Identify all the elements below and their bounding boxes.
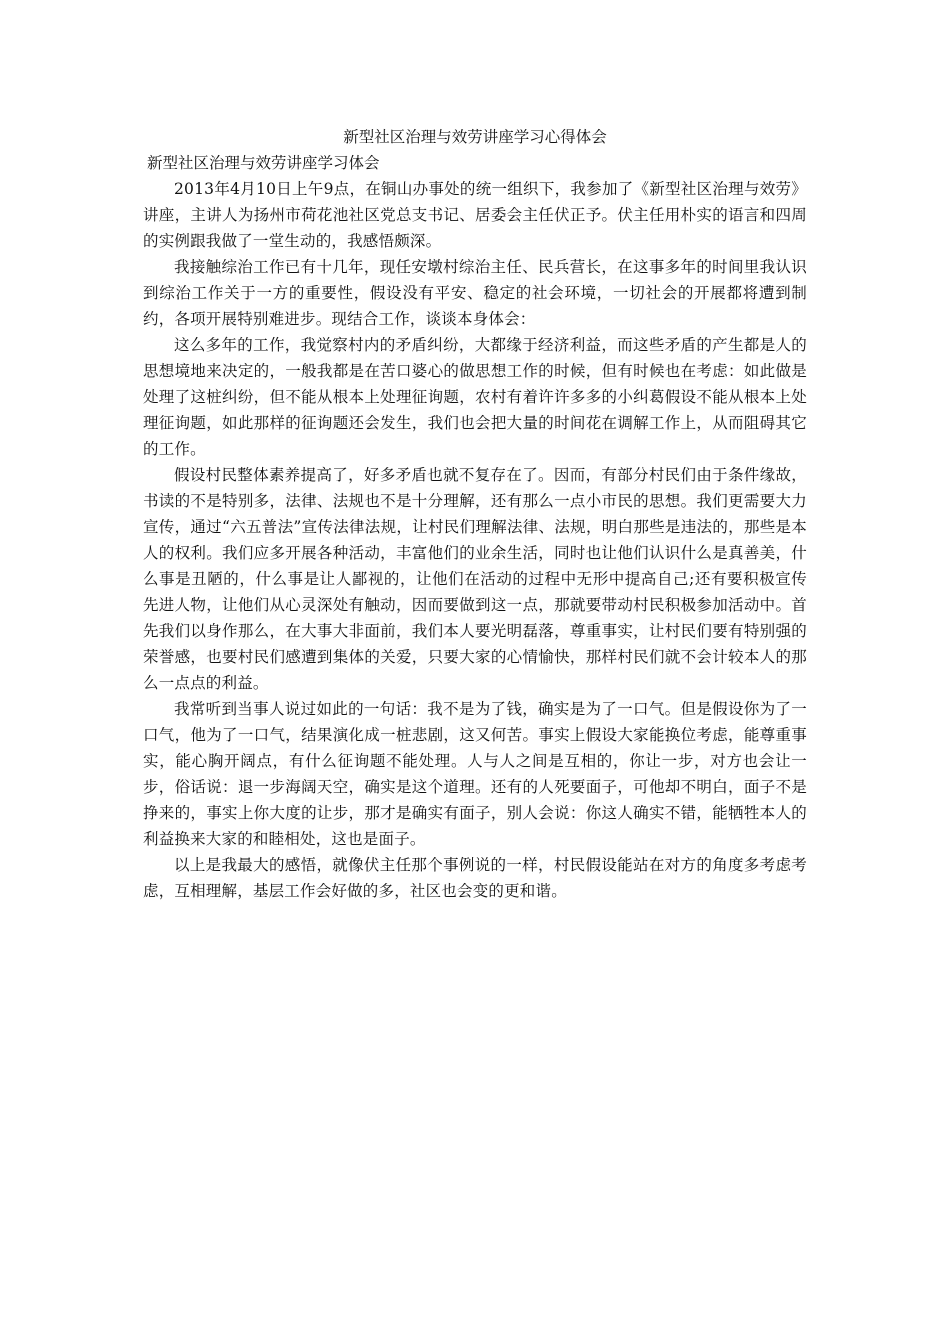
paragraph-6: 以上是我最大的感悟，就像伏主任那个事例说的一样，村民假设能站在对方的角度多考虑考虑，互相理解，基层工作会好做的多，社区也会变的更和谐。	[143, 856, 807, 900]
paragraph-1: 2013年4月10日上午9点，在铜山办事处的统一组织下，我参加了《新型社区治理与效劳》讲座，主讲人为扬州市荷花池社区党总支书记、居委会主任伏正予。伏主任用朴实的语言和四周的实例跟我做了一堂生动的，我感悟颇深。	[143, 180, 807, 250]
paragraph-4: 假设村民整体素养提高了，好多矛盾也就不复存在了。因而，有部分村民们由于条件缘故，书读的不是特别多，法律、法规也不是十分理解，还有那么一点小市民的思想。我们更需要大力宣传，通过“六五普法”宣传法律法规，让村民们理解法律、法规，明白那些是违法的，那些是本人的权利。我们应多开展各种活动，丰富他们的业余生活，同时也让他们认识什么是真善美，什么事是丑陋的，什么事是让人鄙视的，让他们在活动的过程中无形中提高自己;还有要积极宣传先进人物，让他们从心灵深处有触动，因而要做到这一点，那就要带动村民积极参加活动中。首先我们以身作那么，在大事大非面前，我们本人要光明磊落，尊重事实，让村民们要有特别强的荣誉感，也要村民们感遭到集体的关爱，只要大家的心情愉快，那样村民们就不会计较本人的那么一点点的利益。	[143, 466, 807, 692]
paragraph-2: 我接触综治工作已有十几年，现任安墩村综治主任、民兵营长，在这事多年的时间里我认识到综治工作关于一方的重要性，假设没有平安、稳定的社会环境，一切社会的开展都将遭到制约，各项开展特别难进步。现结合工作，谈谈本身体会：	[143, 258, 807, 328]
document-subtitle: 新型社区治理与效劳讲座学习体会	[147, 154, 380, 172]
paragraph-5: 我常听到当事人说过如此的一句话：我不是为了钱，确实是为了一口气。但是假设你为了一口气，他为了一口气，结果演化成一桩悲剧，这又何苦。事实上假设大家能换位考虑，能尊重事实，能心胸开阔点，有什么征询题不能处理。人与人之间是互相的，你让一步，对方也会让一步，俗话说：退一步海阔天空，确实是这个道理。还有的人死要面子，可他却不明白，面子不是挣来的，事实上你大度的让步，那才是确实有面子，别人会说：你这人确实不错，能牺牲本人的利益换来大家的和睦相处，这也是面子。	[143, 700, 807, 848]
document-page	[143, 124, 807, 904]
document-title: 新型社区治理与效劳讲座学习心得体会	[343, 128, 607, 146]
paragraph-3: 这么多年的工作，我觉察村内的矛盾纠纷，大都缘于经济利益，而这些矛盾的产生都是人的思想境地来决定的，一般我都是在苦口婆心的做思想工作的时候，但有时候也在考虑：如此做是处理了这桩纠纷，但不能从根本上处理征询题，农村有着许许多多的小纠葛假设不能从根本上处理征询题，如此那样的征询题还会发生，我们也会把大量的时间花在调解工作上，从而阻碍其它的工作。	[143, 336, 807, 458]
